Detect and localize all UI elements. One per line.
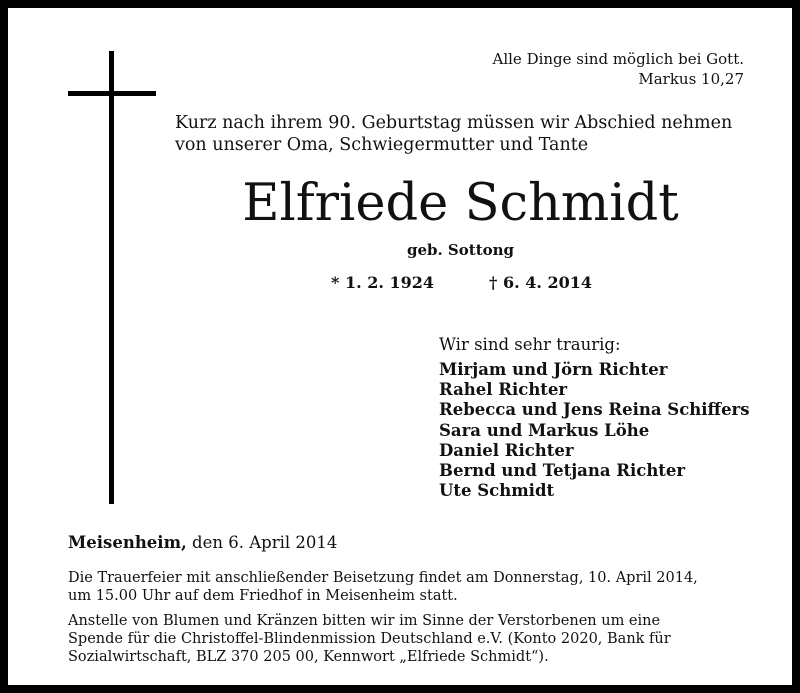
cross-horizontal-bar <box>68 91 156 96</box>
deceased-name: Elfriede Schmidt <box>242 174 679 233</box>
verse-reference: Markus 10,27 <box>638 70 744 88</box>
mourner-item: Rahel Richter <box>439 380 568 400</box>
funeral-info <box>68 569 698 605</box>
intro-line-1: Kurz nach ihrem 90. Geburtstag müssen wir Abschied nehmen <box>175 113 733 133</box>
cross-vertical-bar <box>109 51 114 504</box>
deceased-name-row <box>8 174 800 234</box>
mourner-item: Ute Schmidt <box>439 481 555 501</box>
mourner-item: Bernd und Tetjana Richter <box>439 461 686 481</box>
mourners-label: Wir sind sehr traurig: <box>439 335 621 354</box>
place-date <box>68 533 337 552</box>
intro-text <box>175 112 732 156</box>
birth-date: * 1. 2. 1924 <box>331 273 435 292</box>
maiden-name: geb. Sottong <box>406 241 515 259</box>
mourner-item: Daniel Richter <box>439 440 574 460</box>
donation-line-3: Sozialwirtschaft, BLZ 370 205 00, Kennwort „Elfriede Schmidt“). <box>68 649 549 665</box>
intro-line-2: von unserer Oma, Schwiegermutter und Tante <box>175 135 589 155</box>
maiden-name-row <box>8 241 800 259</box>
funeral-line-1: Die Trauerfeier mit anschließender Beisetzung findet am Donnerstag, 10. April 2014, <box>68 570 698 586</box>
donation-info <box>68 612 671 666</box>
mourner-item: Rebecca und Jens Reina Schiffers <box>439 400 750 420</box>
donation-line-2: Spende für die Christoffel-Blindenmission Deutschland e.V. (Konto 2020, Bank für <box>68 631 671 647</box>
place: Meisenheim, <box>68 533 187 552</box>
obituary-notice <box>8 8 792 685</box>
bible-verse <box>493 49 745 89</box>
death-date: † 6. 4. 2014 <box>489 273 593 292</box>
mourner-item: Sara und Markus Löhe <box>439 420 650 440</box>
donation-line-1: Anstelle von Blumen und Kränzen bitten wir im Sinne der Verstorbenen um eine <box>68 613 661 629</box>
mourners-list <box>439 360 750 501</box>
date: den 6. April 2014 <box>186 533 338 552</box>
verse-quote: Alle Dinge sind möglich bei Gott. <box>492 50 744 68</box>
funeral-line-2: um 15.00 Uhr auf dem Friedhof in Meisenheim statt. <box>68 588 458 604</box>
mourner-item: Mirjam und Jörn Richter <box>439 360 668 379</box>
